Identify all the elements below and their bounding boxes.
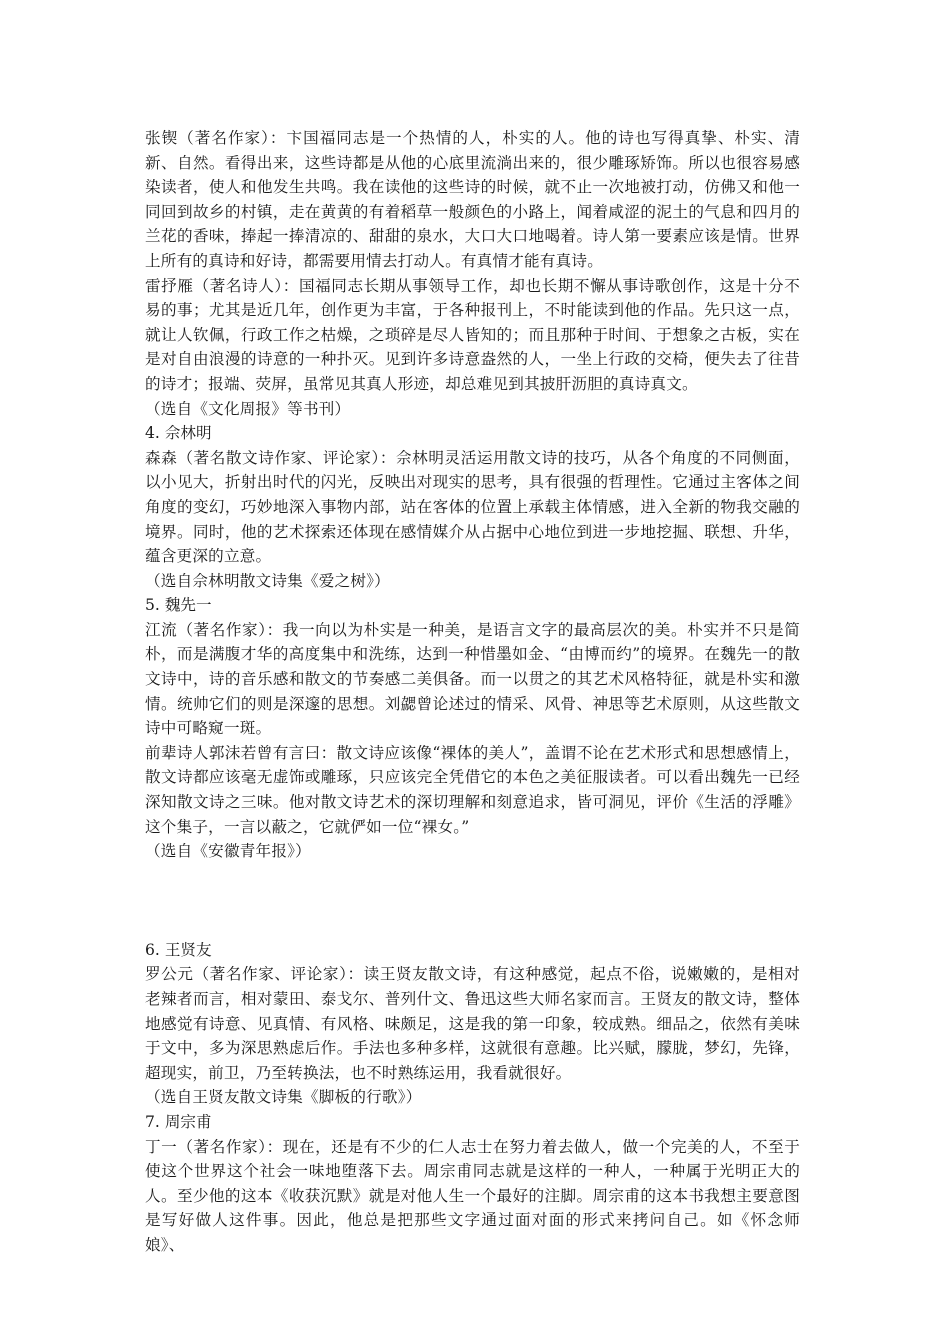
source-note: （选自王贤友散文诗集《脚板的行歌》） [145,1088,422,1107]
section-heading: 7. 周宗甫 [145,1112,212,1131]
paragraph-luo-gongyuan: 罗公元（著名作家、评论家）：读王贤友散文诗，有这种感觉，起点不俗，说嫩嫩的，是相对老辣者而言，相对蒙田、泰戈尔、普列什文、鲁迅这些大师名家而言。王贤友的散文诗，整体地感觉有诗意、见真情、有风格、味颇足，这是我的第一印象，较成熟。细品之，依然有美味于文中，多为深思熟虑后作。手法也多种多样，这就很有意趣。比兴赋，朦胧，梦幻，先锋，超现实，前卫，乃至转换法，也不时熟练运用，我看就很好。 [145,965,800,1082]
paragraph-sen-sen: 森森（著名散文诗作家、评论家）：佘林明灵活运用散文诗的技巧，从各个角度的不同侧面，以小见大，折射出时代的闪光，反映出对现实的思考，具有很强的哲理性。它通过主客体之间角度的变幻，巧妙地深入事物内部，站在客体的位置上承载主体情感，进入全新的物我交融的境界。同时，他的艺术探索还体现在感情媒介从占据中心地位到进一步地挖掘、联想、升华，蕴含更深的立意。 [145,448,800,566]
section-heading: 4. 佘林明 [145,424,212,443]
source-note: （选自《安徽青年报》） [145,842,311,861]
blank-gap [145,864,800,938]
source-note: （选自佘林明散文诗集《爱之树》） [145,571,390,590]
paragraph-lei-shuyan: 雷抒雁（著名诗人）：国福同志长期从事领导工作，却也长期不懈从事诗歌创作，这是十分不易的事；尤其是近几年，创作更为丰富，于各种报刊上，不时能读到他的作品。先只这一点，就让人钦佩，行政工作之枯燥，之琐碎是尽人皆知的；而且那种于时间、于想象之古板，实在是对自由浪漫的诗意的一种扑灭。见到许多诗意盎然的人，一坐上行政的交椅，便失去了往昔的诗才；报端、荧屏，虽常见其真人形迹，却总难见到其披肝沥胆的真诗真文。 [145,276,800,393]
paragraph-jiang-liu: 江流（著名作家）：我一向以为朴实是一种美，是语言文字的最高层次的美。朴实并不只是简朴，而是满腹才华的高度集中和洗练，达到一种惜墨如金、“由博而约”的境界。在魏先一的散文诗中，诗的音乐感和散文的节奏感二美俱备。而一以贯之的其艺术风格特征，就是朴实和激情。统帅它们的则是深邃的思想。刘勰曾论述过的情采、风骨、神思等艺术原则，从这些散文诗中可略窥一斑。 [145,620,800,738]
section-heading: 5. 魏先一 [145,596,212,615]
section-heading: 6. 王贤友 [145,940,212,959]
paragraph-ding-yi: 丁一（著名作家）：现在，还是有不少的仁人志士在努力着去做人，做一个完美的人，不至于使这个世界这个社会一味地堕落下去。周宗甫同志就是这样的一种人，一种属于光明正大的人。至少他的这本《收获沉默》就是对他人生一个最好的注脚。周宗甫的这本书我想主要意图是写好做人这件事。因此，他总是把那些文字通过面对面的形式来拷问自己。如《怀念师娘》、 [145,1137,800,1254]
paragraph-zhang-qie: 张锲（著名作家）：卞国福同志是一个热情的人，朴实的人。他的诗也写得真挚、朴实、清新、自然。看得出来，这些诗都是从他的心底里流淌出来的，很少雕琢矫饰。所以也很容易感染读者，使人和他发生共鸣。我在读他的这些诗的时候，就不止一次地被打动，仿佛又和他一同回到故乡的村镇，走在黄黄的有着稻草一般颜色的小路上，闻着咸涩的泥土的气息和四月的兰花的香味，捧起一捧清凉的、甜甜的泉水，大口大口地喝着。诗人第一要素应该是情。世界上所有的真诗和好诗，都需要用情去打动人。有真情才能有真诗。 [145,129,800,270]
paragraph-guo-moruo: 前辈诗人郭沫若曾有言曰：散文诗应该像“裸体的美人”，盖谓不论在艺术形式和思想感情上，散文诗都应该毫无虚饰或雕琢，只应该完全凭借它的本色之美征服读者。可以看出魏先一已经深知散文诗之三味。他对散文诗艺术的深切理解和刻意追求，皆可洞见，评价《生活的浮雕》这个集子，一言以蔽之，它就俨如一位“裸女。” [145,743,800,836]
source-note: （选自《文化周报》等书刊） [145,399,351,418]
